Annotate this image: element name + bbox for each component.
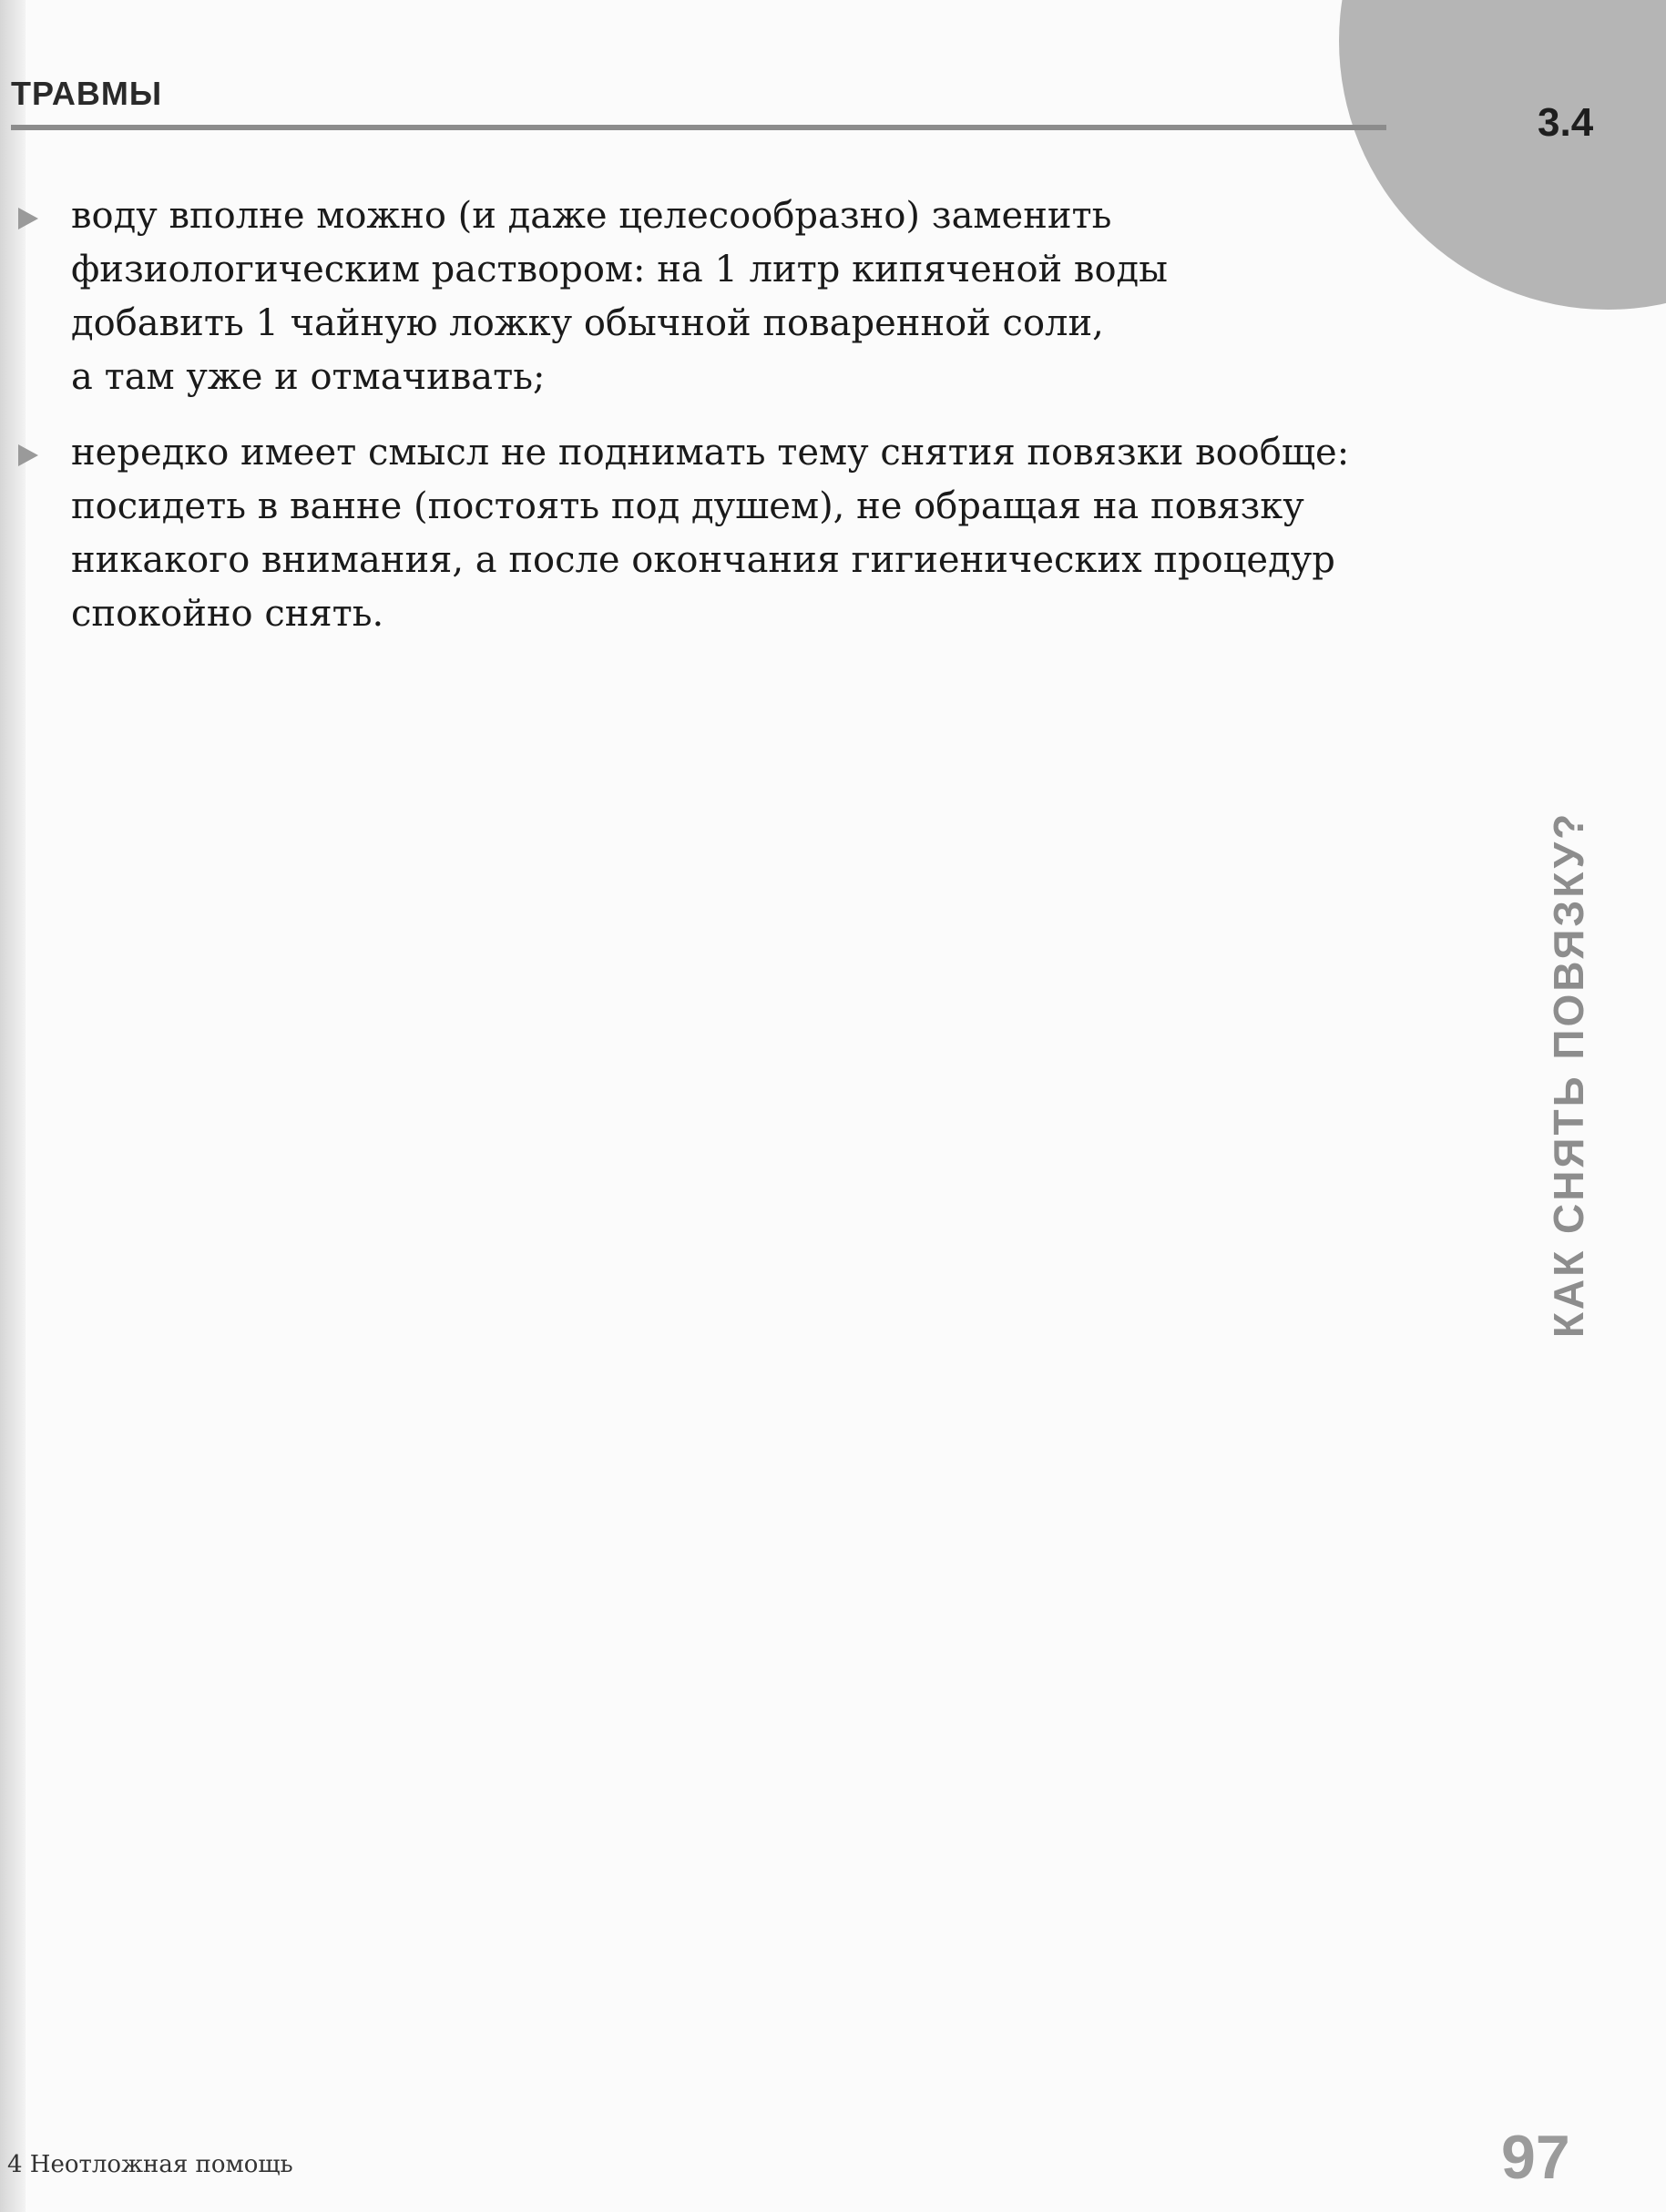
bullet-line: физиологическим раствором: на 1 литр кипяченой воды	[71, 249, 1168, 291]
bullet-line: никакого внимания, а после окончания гигиенических процедур	[71, 539, 1335, 581]
page-number: 97	[1501, 2123, 1570, 2192]
bullet-line: спокойно снять.	[71, 593, 384, 635]
bullet-item	[11, 426, 1377, 641]
bullet-line: воду вполне можно (и даже целесообразно) заменить	[71, 195, 1112, 237]
bullet-list	[11, 189, 1377, 663]
bullet-line: а там уже и отмачивать;	[71, 356, 546, 398]
bullet-line: добавить 1 чайную ложку обычной поваренной соли,	[71, 302, 1104, 344]
header-rule	[11, 125, 1386, 130]
section-number: 3.4	[1538, 100, 1594, 145]
corner-circle-decoration	[1339, 0, 1666, 310]
bullet-line: посидеть в ванне (постоять под душем), не обращая на повязку	[71, 485, 1304, 527]
bullet-item	[11, 189, 1377, 404]
side-chapter-title: КАК СНЯТЬ ПОВЯЗКУ?	[1545, 810, 1592, 1339]
section-header-title: ТРАВМЫ	[11, 75, 163, 112]
triangle-bullet-icon	[18, 208, 38, 229]
footer-book-label: 4 Неотложная помощь	[7, 2151, 293, 2178]
bullet-line: нередко имеет смысл не поднимать тему снятия повязки вообще:	[71, 432, 1350, 474]
triangle-bullet-icon	[18, 444, 38, 466]
